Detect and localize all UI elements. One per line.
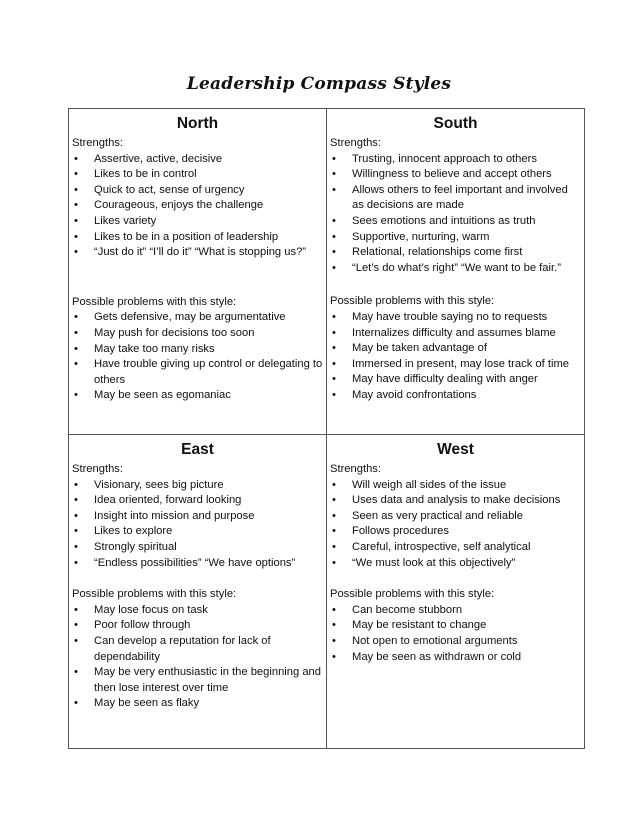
list-item: • Likes to be in control <box>72 167 323 183</box>
problems-list <box>330 603 581 665</box>
list-item: • May be seen as egomaniac <box>72 388 323 404</box>
list-item: • “Let’s do what’s right” “We want to be fair.” <box>330 261 581 277</box>
list-item: • Sees emotions and intuitions as truth <box>330 214 581 230</box>
list-item: • Courageous, enjoys the challenge <box>72 198 323 214</box>
list-item: • Can become stubborn <box>330 603 581 619</box>
problems-list <box>72 310 323 404</box>
strengths-label: Strengths: <box>330 137 381 149</box>
list-item: • Gets defensive, may be argumentative <box>72 310 323 326</box>
list-item: • Internalizes difficulty and assumes blame <box>330 326 581 342</box>
list-item: • Assertive, active, decisive <box>72 152 323 168</box>
strengths-list <box>330 152 581 277</box>
list-item: • Quick to act, sense of urgency <box>72 183 323 199</box>
list-item: • May have trouble saying no to requests <box>330 310 581 326</box>
strengths-label: Strengths: <box>72 137 123 149</box>
list-item: • Poor follow through <box>72 618 323 634</box>
quadrant-heading: South <box>433 115 478 132</box>
list-item: • Willingness to believe and accept others <box>330 167 581 183</box>
list-item: • May push for decisions too soon <box>72 326 323 342</box>
quadrant-heading: West <box>437 441 474 458</box>
list-item: • Can develop a reputation for lack of dependability <box>72 634 323 665</box>
list-item: • Idea oriented, forward looking <box>72 493 323 509</box>
problems-list <box>330 310 581 404</box>
list-item: • May take too many risks <box>72 342 323 358</box>
list-item: • May lose focus on task <box>72 603 323 619</box>
list-item: • “Just do it” “I’ll do it” “What is stopping us?” <box>72 245 323 261</box>
list-item: • Likes variety <box>72 214 323 230</box>
quadrant-east <box>69 435 327 749</box>
list-item: • Trusting, innocent approach to others <box>330 152 581 168</box>
list-item: • Follows procedures <box>330 524 581 540</box>
list-item: • May be very enthusiastic in the beginning and then lose interest over time <box>72 665 323 696</box>
list-item: • Not open to emotional arguments <box>330 634 581 650</box>
list-item: • Allows others to feel important and involved as decisions are made <box>330 183 581 214</box>
list-item: • Supportive, nurturing, warm <box>330 230 581 246</box>
list-item: • Seen as very practical and reliable <box>330 509 581 525</box>
list-item: • Strongly spiritual <box>72 540 323 556</box>
strengths-list <box>72 478 323 572</box>
problems-label: Possible problems with this style: <box>330 295 495 308</box>
document-title: Leadership Compass Styles <box>186 74 452 94</box>
list-item: • Will weigh all sides of the issue <box>330 478 581 494</box>
table-row <box>69 435 585 749</box>
compass-table <box>68 108 585 749</box>
list-item: • May be resistant to change <box>330 618 581 634</box>
problems-label: Possible problems with this style: <box>330 588 495 601</box>
problems-label: Possible problems with this style: <box>72 295 237 308</box>
quadrant-heading: East <box>181 441 214 458</box>
list-item: • May be taken advantage of <box>330 341 581 357</box>
list-item: • Insight into mission and purpose <box>72 509 323 525</box>
list-item: • Relational, relationships come first <box>330 245 581 261</box>
strengths-label: Strengths: <box>72 463 123 475</box>
list-item: • Visionary, sees big picture <box>72 478 323 494</box>
quadrant-north <box>69 109 327 435</box>
table-row <box>69 109 585 435</box>
list-item: • Likes to explore <box>72 524 323 540</box>
list-item: • “We must look at this objectively” <box>330 556 581 572</box>
quadrant-west <box>327 435 585 749</box>
list-item: • May be seen as withdrawn or cold <box>330 650 581 666</box>
list-item: • Likes to be in a position of leadership <box>72 230 323 246</box>
list-item: • “Endless possibilities” “We have options” <box>72 556 323 572</box>
list-item: • Uses data and analysis to make decisions <box>330 493 581 509</box>
list-item: • Immersed in present, may lose track of time <box>330 357 581 373</box>
strengths-label: Strengths: <box>330 463 381 475</box>
list-item: • Have trouble giving up control or delegating to others <box>72 357 323 388</box>
quadrant-heading: North <box>176 115 219 132</box>
problems-list <box>72 603 323 712</box>
strengths-list <box>72 152 323 261</box>
list-item: • May avoid confrontations <box>330 388 581 404</box>
quadrant-south <box>327 109 585 435</box>
list-item: • Careful, introspective, self analytical <box>330 540 581 556</box>
list-item: • May have difficulty dealing with anger <box>330 372 581 388</box>
problems-label: Possible problems with this style: <box>72 588 237 601</box>
list-item: • May be seen as flaky <box>72 696 323 712</box>
strengths-list <box>330 478 581 572</box>
